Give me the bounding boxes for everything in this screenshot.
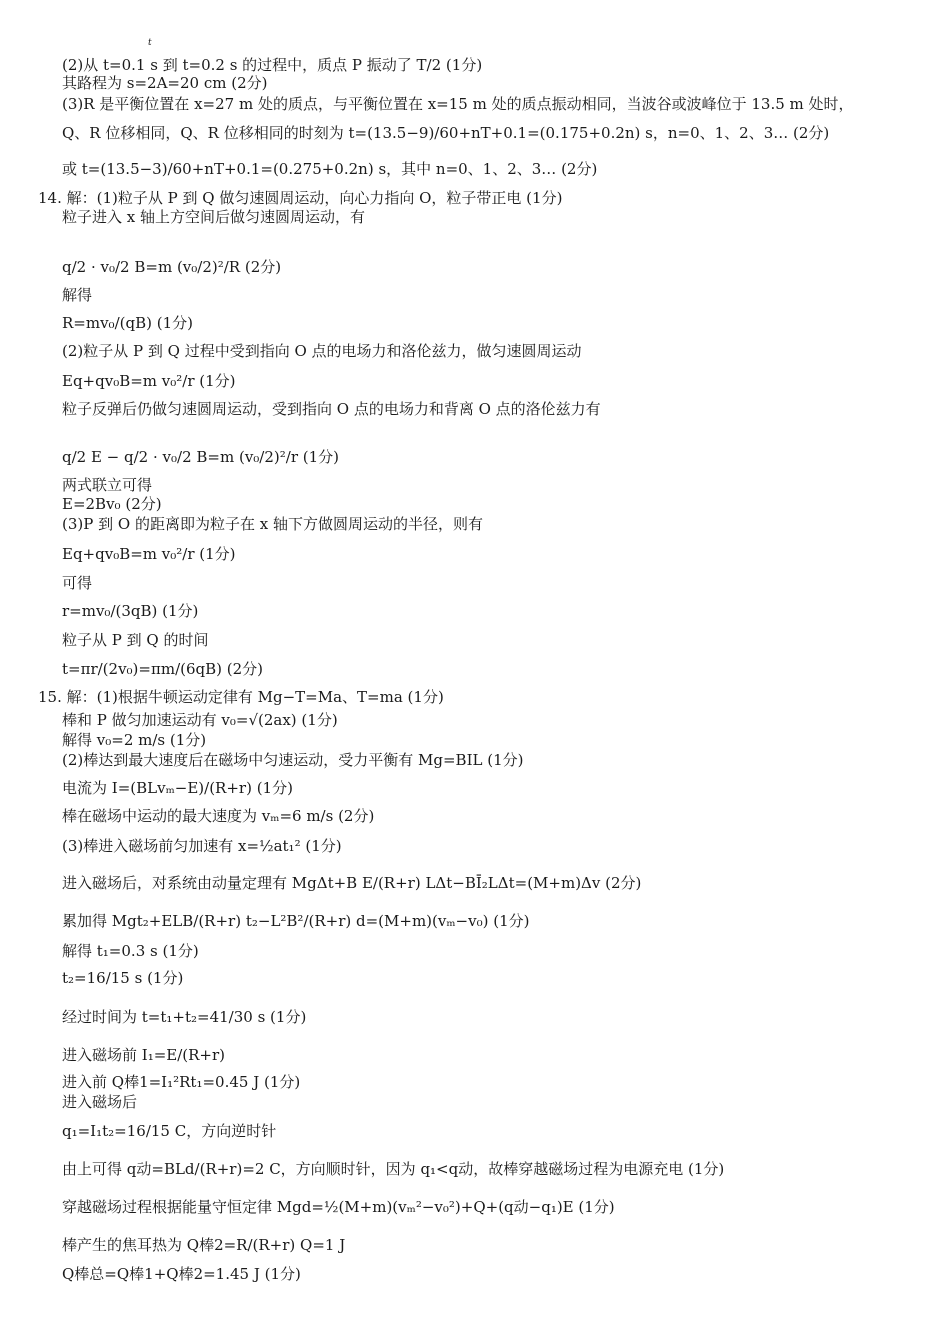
solution-line: 或 t=(13.5−3)/60+nT+0.1=(0.275+0.2n) s，其中 n=0、1、2、3… (2分)	[62, 160, 598, 178]
solution-line: (2)从 t=0.1 s 到 t=0.2 s 的过程中，质点 P 振动了 T/2 (1分)	[62, 56, 483, 74]
solution-line: r=mv₀/(3qB) (1分)	[62, 602, 199, 620]
solution-line: Q棒总=Q棒1+Q棒2=1.45 J (1分)	[62, 1265, 301, 1283]
solution-line: R=mv₀/(qB) (1分)	[62, 314, 193, 332]
solution-line: 解得 v₀=2 m/s (1分)	[62, 731, 207, 749]
solution-line: Eq+qv₀B=m v₀²/r (1分)	[62, 372, 236, 390]
solution-line: (3)P 到 O 的距离即为粒子在 x 轴下方做圆周运动的半径，则有	[62, 515, 483, 533]
solution-line: Q、R 位移相同，Q、R 位移相同的时刻为 t=(13.5−9)/60+nT+0.1=(0.175+0.2n) s，n=0、1、2、3… (2分)	[62, 124, 830, 142]
solution-line: 进入磁场后，对系统由动量定理有 MgΔt+B E/(R+r) LΔt−BĪ₂LΔt=(M+m)Δv (2分)	[62, 874, 642, 892]
solution-line: 解得 t₁=0.3 s (1分)	[62, 942, 199, 960]
solution-line: 棒产生的焦耳热为 Q棒2=R/(R+r) Q=1 J	[62, 1236, 346, 1254]
solution-line: 由上可得 q动=BLd/(R+r)=2 C，方向顺时针，因为 q₁<q动，故棒穿越磁场过程为电源充电 (1分)	[62, 1160, 725, 1178]
solution-line: 15. 解：(1)根据牛顿运动定律有 Mg−T=Ma、T=ma (1分)	[38, 688, 444, 706]
solution-line: 经过时间为 t=t₁+t₂=41/30 s (1分)	[62, 1008, 307, 1026]
solution-line: 累加得 Mgt₂+ELB/(R+r) t₂−L²B²/(R+r) d=(M+m)(vₘ−v₀) (1分)	[62, 912, 530, 930]
solution-line: (2)棒达到最大速度后在磁场中匀速运动，受力平衡有 Mg=BIL (1分)	[62, 751, 524, 769]
solution-line: (2)粒子从 P 到 Q 过程中受到指向 O 点的电场力和洛伦兹力，做匀速圆周运动	[62, 342, 582, 360]
solution-line: 进入前 Q棒1=I₁²Rt₁=0.45 J (1分)	[62, 1073, 301, 1091]
solution-line: 穿越磁场过程根据能量守恒定律 Mgd=½(M+m)(vₘ²−v₀²)+Q+(q动−q₁)E (1分)	[62, 1198, 615, 1216]
solution-line: 进入磁场后	[62, 1093, 138, 1111]
solution-line: E=2Bv₀ (2分)	[62, 495, 162, 513]
solution-line: q/2 E − q/2 · v₀/2 B=m (v₀/2)²/r (1分)	[62, 448, 340, 466]
solution-line: 两式联立可得	[62, 476, 153, 494]
solution-line: 其路程为 s=2A=20 cm (2分)	[62, 74, 268, 92]
solution-line: 粒子进入 x 轴上方空间后做匀速圆周运动，有	[62, 208, 365, 226]
solution-line: (3)R 是平衡位置在 x=27 m 处的质点，与平衡位置在 x=15 m 处的质点振动相同，当波谷或波峰位于 13.5 m 处时，	[62, 95, 854, 113]
solution-line: q₁=I₁t₂=16/15 C，方向逆时针	[62, 1122, 277, 1140]
solution-line: 解得	[62, 286, 93, 304]
solution-line: 进入磁场前 I₁=E/(R+r)	[62, 1046, 226, 1064]
stray-mark: t	[148, 38, 152, 48]
solution-line: 棒在磁场中运动的最大速度为 vₘ=6 m/s (2分)	[62, 807, 375, 825]
solution-line: 14. 解：(1)粒子从 P 到 Q 做匀速圆周运动，向心力指向 O，粒子带正电 (1分)	[38, 189, 563, 207]
solution-line: 粒子反弹后仍做匀速圆周运动，受到指向 O 点的电场力和背离 O 点的洛伦兹力有	[62, 400, 601, 418]
solution-line: (3)棒进入磁场前匀加速有 x=½at₁² (1分)	[62, 837, 342, 855]
solution-line: Eq+qv₀B=m v₀²/r (1分)	[62, 545, 236, 563]
solution-line: t₂=16/15 s (1分)	[62, 969, 184, 987]
solution-line: t=πr/(2v₀)=πm/(6qB) (2分)	[62, 660, 264, 678]
solution-line: 粒子从 P 到 Q 的时间	[62, 631, 209, 649]
solution-line: q/2 · v₀/2 B=m (v₀/2)²/R (2分)	[62, 258, 282, 276]
solution-line: 可得	[62, 574, 93, 592]
solution-line: 棒和 P 做匀加速运动有 v₀=√(2ax) (1分)	[62, 711, 338, 729]
solution-line: 电流为 I=(BLvₘ−E)/(R+r) (1分)	[62, 779, 293, 797]
